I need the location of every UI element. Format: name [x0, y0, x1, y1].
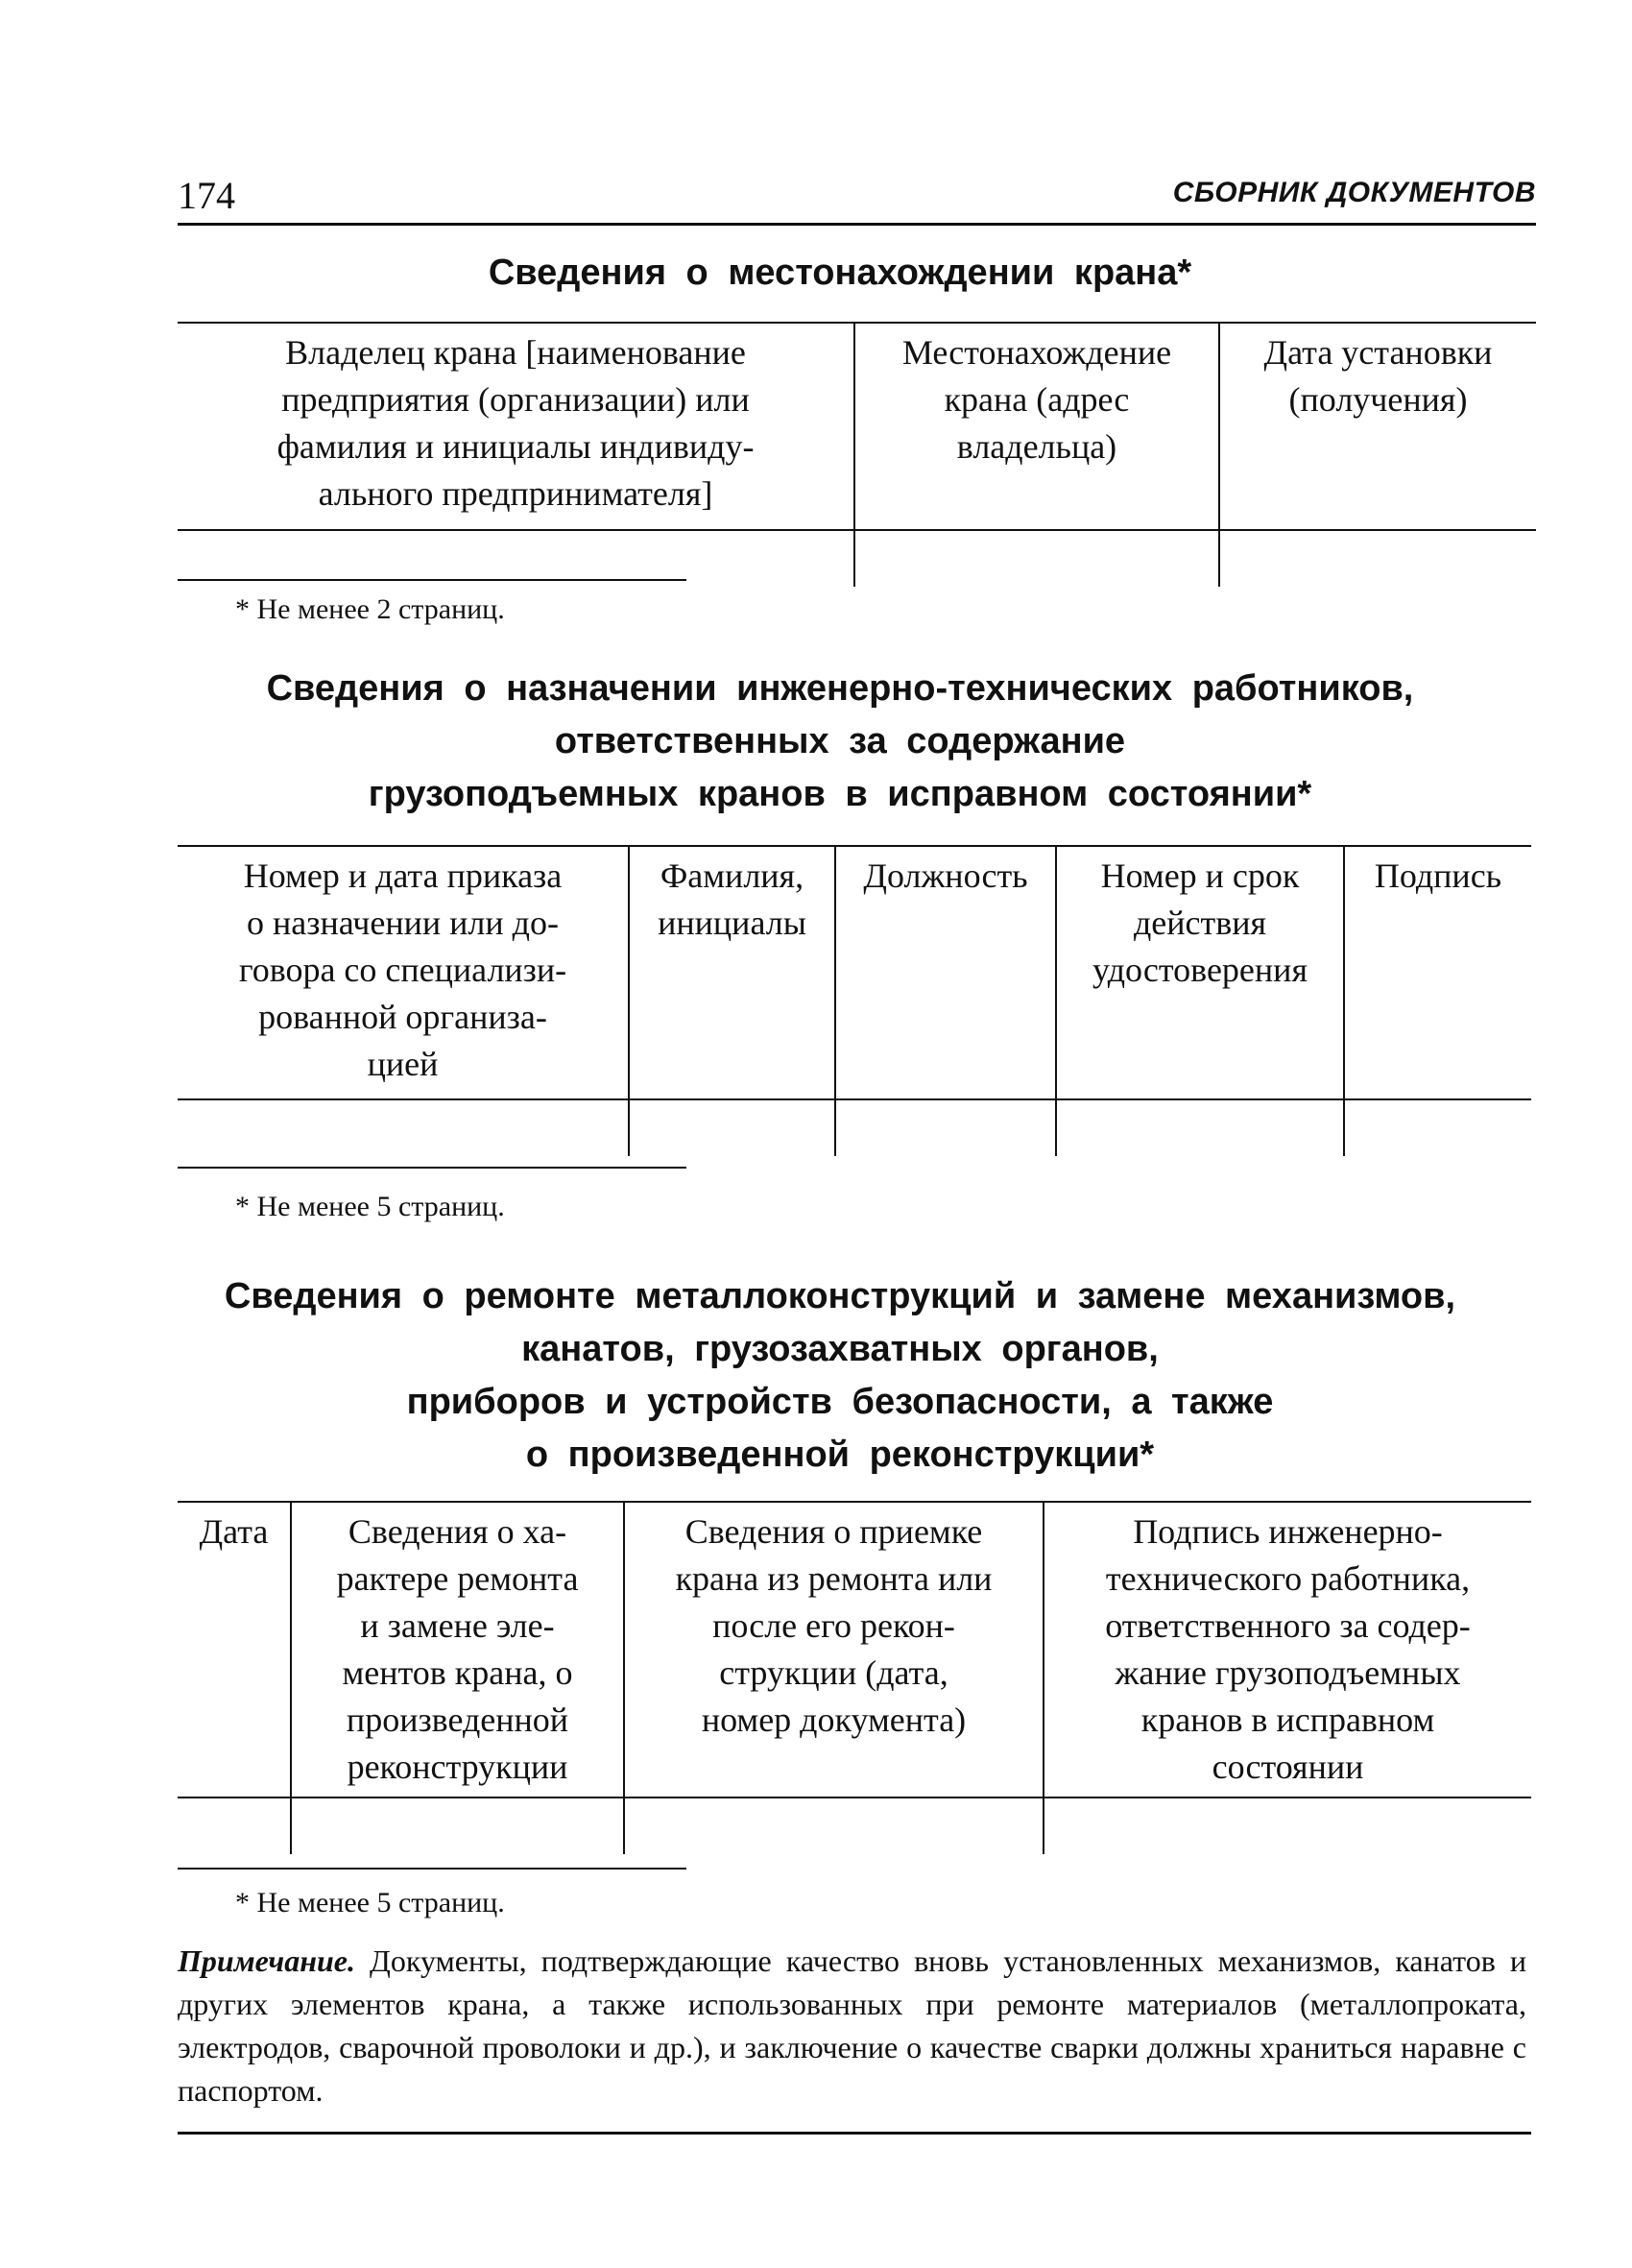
table-cell[interactable] — [178, 1798, 291, 1854]
footnote-2: * Не менее 5 страниц. — [235, 1191, 505, 1222]
page-number: 174 — [178, 174, 235, 217]
table-row — [178, 1798, 1531, 1854]
column-header-engineer-signature: Подпись инженерно- технического работника, ответственного за содер- жание грузоподъемных кранов в исправном состоянии — [1044, 1502, 1531, 1798]
section-3-title-line: приборов и устройств безопасности, а также — [406, 1382, 1274, 1422]
column-header-install-date: Дата установки (получения) — [1219, 323, 1536, 530]
section-3-title-line: Сведения о ремонте металлоконструкций и замене механизмов, — [224, 1276, 1456, 1316]
repairs-table — [178, 1501, 1531, 1854]
running-title: СБОРНИК ДОКУМЕНТОВ — [1172, 177, 1536, 208]
table-cell[interactable] — [624, 1798, 1044, 1854]
table-header-row — [178, 323, 1536, 530]
column-header-repair-details: Сведения о ха- рактере ремонта и замене эле- ментов крана, о произведенной реконструкции — [291, 1502, 624, 1798]
section-2-title — [144, 663, 1536, 821]
engineers-table — [178, 845, 1531, 1156]
table-header-row — [178, 1502, 1531, 1798]
column-header-location: Местонахождение крана (адрес владельца) — [854, 323, 1219, 530]
bottom-rule — [178, 2132, 1531, 2135]
table-cell[interactable] — [1056, 1099, 1344, 1156]
header-rule — [178, 223, 1536, 226]
table-cell[interactable] — [835, 1099, 1056, 1156]
section-2-title-line: Сведения о назначении инженерно-технических работников, — [266, 668, 1414, 709]
table-cell[interactable] — [1344, 1099, 1531, 1156]
section-3-title — [144, 1270, 1536, 1482]
footnote-1: * Не менее 2 страниц. — [235, 593, 505, 625]
section-1-title — [144, 247, 1536, 300]
table-row — [178, 1099, 1531, 1156]
note-text: Документы, подтверждающие качество вновь установленных механизмов, канатов и других элементов крана, а также использованных при ремонте материалов (металлопроката, электродов, сварочной проволоки и др.), и заключение о качестве сварки должны храниться наравне с паспортом. — [178, 1943, 1527, 2108]
section-2-title-line: грузоподъемных кранов в исправном состоянии* — [368, 774, 1312, 814]
section-2-title-line: ответственных за содержание — [554, 721, 1126, 761]
footnote-rule — [178, 1868, 686, 1870]
footnote-3: * Не менее 5 страниц. — [235, 1887, 505, 1918]
column-header-owner: Владелец крана [наименование предприятия (организации) или фамилия и инициалы индивиду- ального предпринимателя] — [178, 323, 854, 530]
location-table — [178, 322, 1536, 587]
column-header-position: Должность — [835, 846, 1056, 1099]
section-3-title-line: канатов, грузозахватных органов, — [521, 1329, 1159, 1369]
table-cell[interactable] — [629, 1099, 835, 1156]
table-cell[interactable] — [1044, 1798, 1531, 1854]
table-cell[interactable] — [854, 530, 1219, 587]
table-cell[interactable] — [178, 1099, 629, 1156]
column-header-signature: Подпись — [1344, 846, 1531, 1099]
section-1-title-line: Сведения о местонахождении крана* — [488, 253, 1192, 293]
note-paragraph — [178, 1940, 1526, 2112]
table-cell[interactable] — [1219, 530, 1536, 587]
column-header-certificate: Номер и срок действия удостоверения — [1056, 846, 1344, 1099]
table-header-row — [178, 846, 1531, 1099]
footnote-rule — [178, 579, 686, 581]
note-label: Примечание. — [178, 1943, 355, 1978]
column-header-acceptance: Сведения о приемке крана из ремонта или после его рекон- струкции (дата, номер документа) — [624, 1502, 1044, 1798]
section-3-title-line: о произведенной реконструкции* — [525, 1435, 1155, 1475]
footnote-rule — [178, 1167, 686, 1169]
column-header-order: Номер и дата приказа о назначении или до- говора со специализи- рованной организа- цией — [178, 846, 629, 1099]
table-cell[interactable] — [291, 1798, 624, 1854]
column-header-date: Дата — [178, 1502, 291, 1798]
column-header-name: Фамилия, инициалы — [629, 846, 835, 1099]
